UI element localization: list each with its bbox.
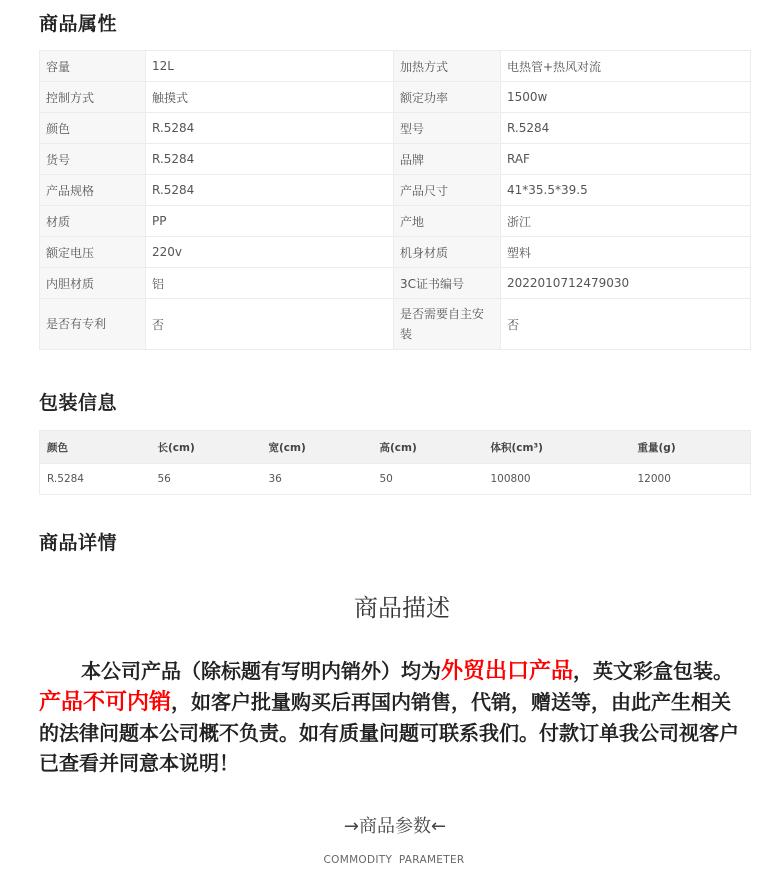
attribute-value: R.5284 xyxy=(501,113,751,144)
packaging-header: 体积(cm³) xyxy=(484,431,631,464)
packaging-header: 颜色 xyxy=(40,431,151,464)
packaging-cell: 50 xyxy=(373,464,484,495)
attribute-value: 否 xyxy=(501,299,751,350)
attribute-value: 铝 xyxy=(146,268,394,299)
attribute-row xyxy=(40,237,751,268)
packaging-cell: 12000 xyxy=(631,464,751,495)
attribute-value: 浙江 xyxy=(501,206,751,237)
attribute-row xyxy=(40,175,751,206)
attribute-value: R.5284 xyxy=(146,113,394,144)
attribute-label: 额定电压 xyxy=(40,237,146,268)
attribute-row xyxy=(40,206,751,237)
parameter-subheading: COMMODITY PARAMETER xyxy=(323,854,465,866)
attribute-value: PP xyxy=(146,206,394,237)
attribute-label: 控制方式 xyxy=(40,82,146,113)
attribute-row xyxy=(40,82,751,113)
packaging-table xyxy=(39,430,751,495)
notice-highlight-no-domestic: 产品不可内销 xyxy=(39,690,172,715)
attribute-value: 220v xyxy=(146,237,394,268)
packaging-header: 重量(g) xyxy=(631,431,751,464)
attribute-label: 品牌 xyxy=(394,144,501,175)
attribute-label: 是否需要自主安装 xyxy=(394,299,501,350)
attribute-label: 加热方式 xyxy=(394,51,501,82)
attributes-title: 商品属性 xyxy=(39,13,118,35)
attribute-value: R.5284 xyxy=(146,175,394,206)
export-notice xyxy=(39,656,743,778)
attribute-label: 产地 xyxy=(394,206,501,237)
packaging-header: 高(cm) xyxy=(373,431,484,464)
attribute-label: 内胆材质 xyxy=(40,268,146,299)
notice-text-3: ，如客户批量购买后再国内销售，代销，赠送等，由此产生相关的法律问题本公司概不负责。如有质量问题可联系我们。付款订单我公司视客户已查看并同意本说明！ xyxy=(39,690,739,775)
packaging-title: 包装信息 xyxy=(39,392,118,414)
attribute-label: 容量 xyxy=(40,51,146,82)
details-title: 商品详情 xyxy=(39,532,118,554)
attribute-row xyxy=(40,144,751,175)
attribute-row xyxy=(40,299,751,350)
attribute-row xyxy=(40,268,751,299)
parameter-heading: →商品参数← xyxy=(343,816,447,837)
attribute-value: 触摸式 xyxy=(146,82,394,113)
attribute-label: 产品规格 xyxy=(40,175,146,206)
attribute-row xyxy=(40,51,751,82)
notice-text-1: 本公司产品（除标题有写明内销外）均为 xyxy=(81,659,441,683)
description-title: 商品描述 xyxy=(354,594,450,622)
notice-text-2: ，英文彩盒包装。 xyxy=(573,659,734,683)
attribute-label: 货号 xyxy=(40,144,146,175)
attribute-value: 2022010712479030 xyxy=(501,268,751,299)
attribute-label: 额定功率 xyxy=(394,82,501,113)
attribute-label: 材质 xyxy=(40,206,146,237)
attribute-label: 3C证书编号 xyxy=(394,268,501,299)
attributes-table xyxy=(39,50,751,350)
notice-highlight-export: 外贸出口产品 xyxy=(441,659,574,684)
attribute-row xyxy=(40,113,751,144)
packaging-header: 长(cm) xyxy=(151,431,262,464)
attribute-label: 产品尺寸 xyxy=(394,175,501,206)
attribute-value: R.5284 xyxy=(146,144,394,175)
attribute-label: 型号 xyxy=(394,113,501,144)
attribute-value: 电热管+热风对流 xyxy=(501,51,751,82)
attribute-label: 是否有专利 xyxy=(40,299,146,350)
attribute-value: 41*35.5*39.5 xyxy=(501,175,751,206)
packaging-cell: 56 xyxy=(151,464,262,495)
packaging-cell: 36 xyxy=(262,464,373,495)
attribute-label: 机身材质 xyxy=(394,237,501,268)
attribute-value: 塑料 xyxy=(501,237,751,268)
attribute-value: 1500w xyxy=(501,82,751,113)
attribute-value: 否 xyxy=(146,299,394,350)
packaging-cell: R.5284 xyxy=(40,464,151,495)
attribute-value: RAF xyxy=(501,144,751,175)
packaging-header: 宽(cm) xyxy=(262,431,373,464)
attribute-value: 12L xyxy=(146,51,394,82)
attribute-label: 颜色 xyxy=(40,113,146,144)
packaging-cell: 100800 xyxy=(484,464,631,495)
